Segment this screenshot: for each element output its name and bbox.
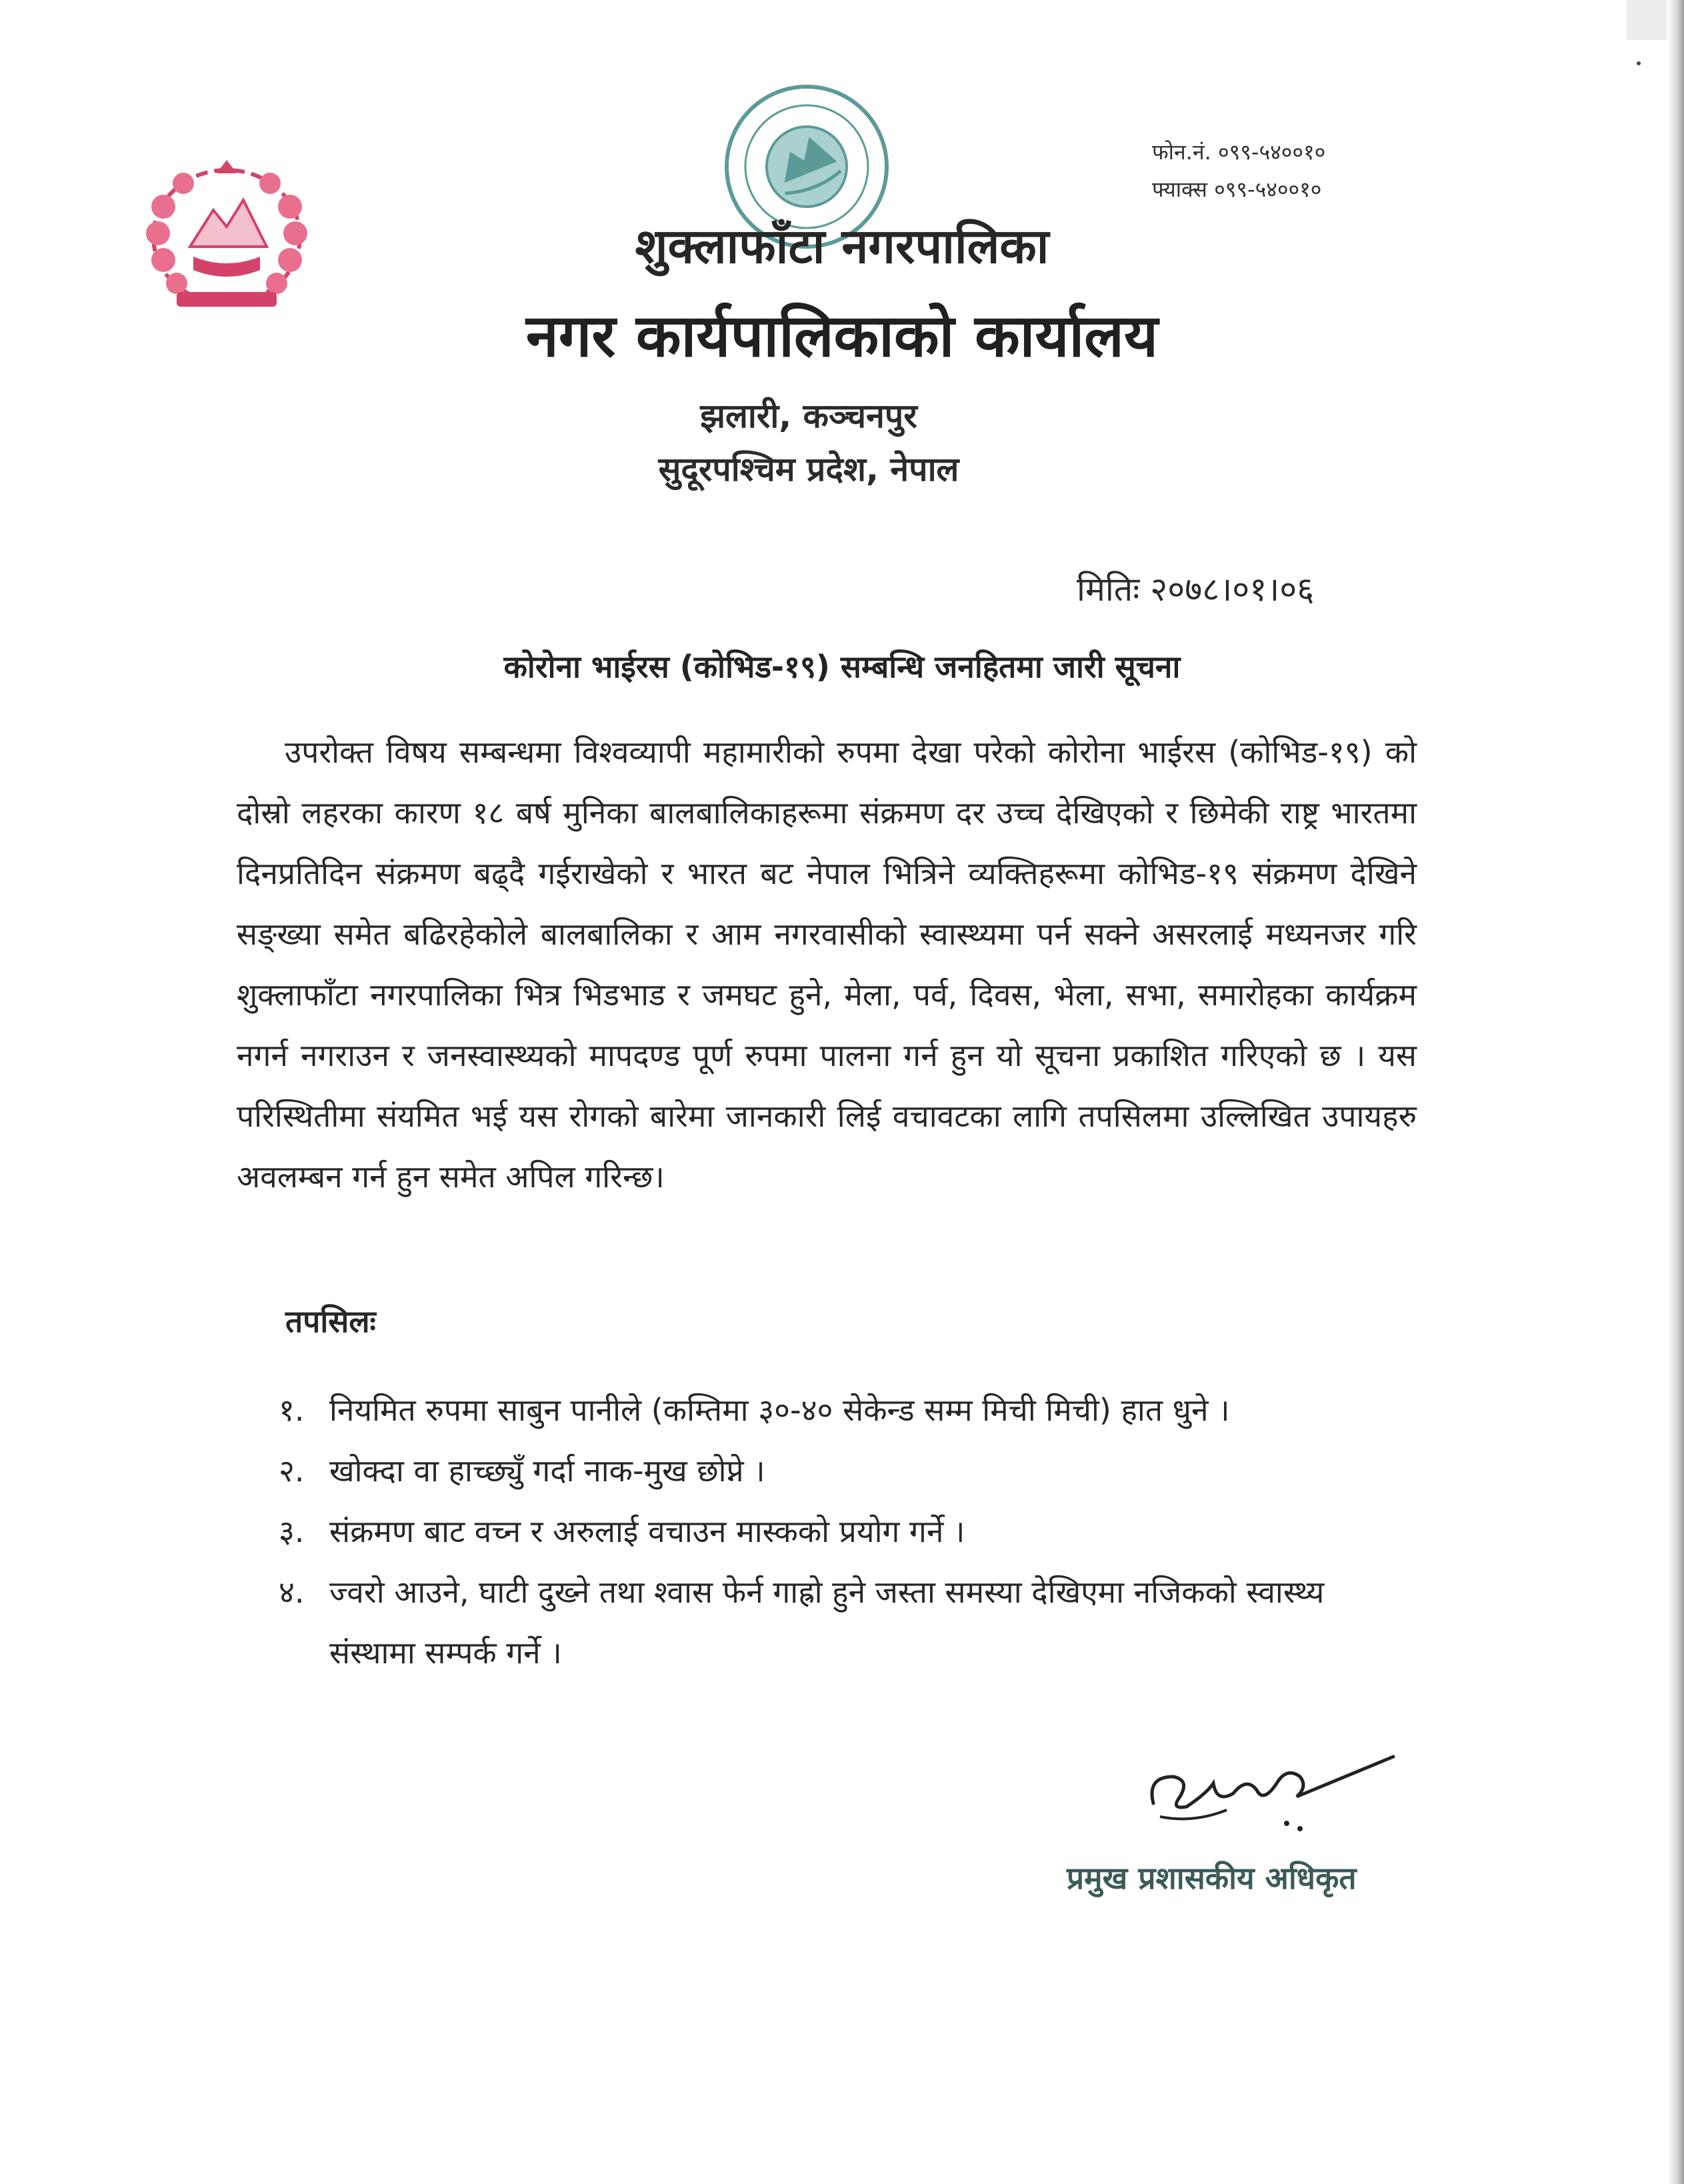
item-number: ३. [279,1513,305,1549]
municipality-name: शुक्लाफाँटा नगरपालिका [635,218,1049,274]
signatory-title: प्रमुख प्रशासकीय अधिकृत [1067,1860,1357,1896]
item-text: खोक्दा वा हाच्छ्युँ गर्दा नाक-मुख छोप्ने । [329,1453,765,1489]
office-name: नगर कार्यपालिकाको कार्यालय [526,301,1158,370]
notice-date: मितिः २०७८।०१।०६ [1077,570,1315,609]
precaution-list [279,1380,1399,1683]
list-item [279,1501,1399,1562]
item-number: १. [279,1392,305,1428]
item-text: नियमित रुपमा साबुन पानीले (कम्तिमा ३०-४० सेकेन्ड सम्म मिची मिची) हात धुने । [329,1392,1230,1428]
list-item [279,1441,1399,1501]
contact-block [1152,133,1379,208]
item-text: संक्रमण बाट वच्न र अरुलाई वचाउन मास्कको प्रयोग गर्ने । [329,1513,965,1549]
phone-number: फोन.नं. ०९९-५४००१० [1152,139,1326,165]
address-line-2: सुदूरपश्चिम प्रदेश, नेपाल [658,450,959,489]
fax-number: फ्याक्स ०९९-५४००१० [1152,177,1322,202]
dust-mark [1637,61,1641,65]
signature-icon [1133,1730,1400,1837]
notice-body: उपरोक्त विषय सम्बन्धमा विश्वव्यापी महामारीको रुपमा देखा परेको कोरोना भाईरस (कोभिड-१९) को दोस्रो लहरका कारण १८ बर्ष मुनिका बालबालिकाहरूमा संक्रमण दर उच्च देखिएको र छिमेकी राष्ट्र भारतमा दिनप्रतिदिन संक्रमण बढ्दै गईराखेको र भारत बट नेपाल भित्रिने व्यक्तिहरूमा कोभिड-१९ संक्रमण देखिने सङ्ख्या समेत बढिरहेकोले बालबालिका र आम नगरवासीको स्वास्थ्यमा पर्न सक्ने असरलाई मध्यनजर गरि शुक्लाफाँटा नगरपालिका भित्र भिडभाड र जमघट हुने, मेला, पर्व, दिवस, भेला, सभा, समारोहका कार्यक्रम नगर्न नगराउन र जनस्वास्थ्यको मापदण्ड पूर्ण रुपमा पालना गर्न हुन यो सूचना प्रकाशित गरिएको छ । यस परिस्थितीमा संयमित भई यस रोगको बारेमा जानकारी लिई वचावटका लागि तपसिलमा उल्लिखित उपायहरु अवलम्बन गर्न हुन समेत अपिल गरिन्छ। [237,734,1417,1195]
address-line-1: झलारी, कञ्चनपुर [700,397,917,435]
item-number: ४. [279,1574,305,1610]
list-item [279,1380,1399,1441]
item-number: २. [279,1453,305,1489]
list-item [279,1562,1399,1683]
list-title: तपसिलः [285,1303,376,1339]
notice-subject: कोरोना भाईरस (कोभिड-१९) सम्बन्धि जनहितमा जारी सूचना [503,649,1181,685]
item-text: ज्वरो आउने, घाटी दुख्ने तथा श्वास फेर्न गाह्रो हुने जस्ता समस्या देखिएमा नजिकको स्वास्थ्य संस्थामा सम्पर्क गर्ने । [329,1574,1325,1671]
scan-corner [1627,0,1667,40]
